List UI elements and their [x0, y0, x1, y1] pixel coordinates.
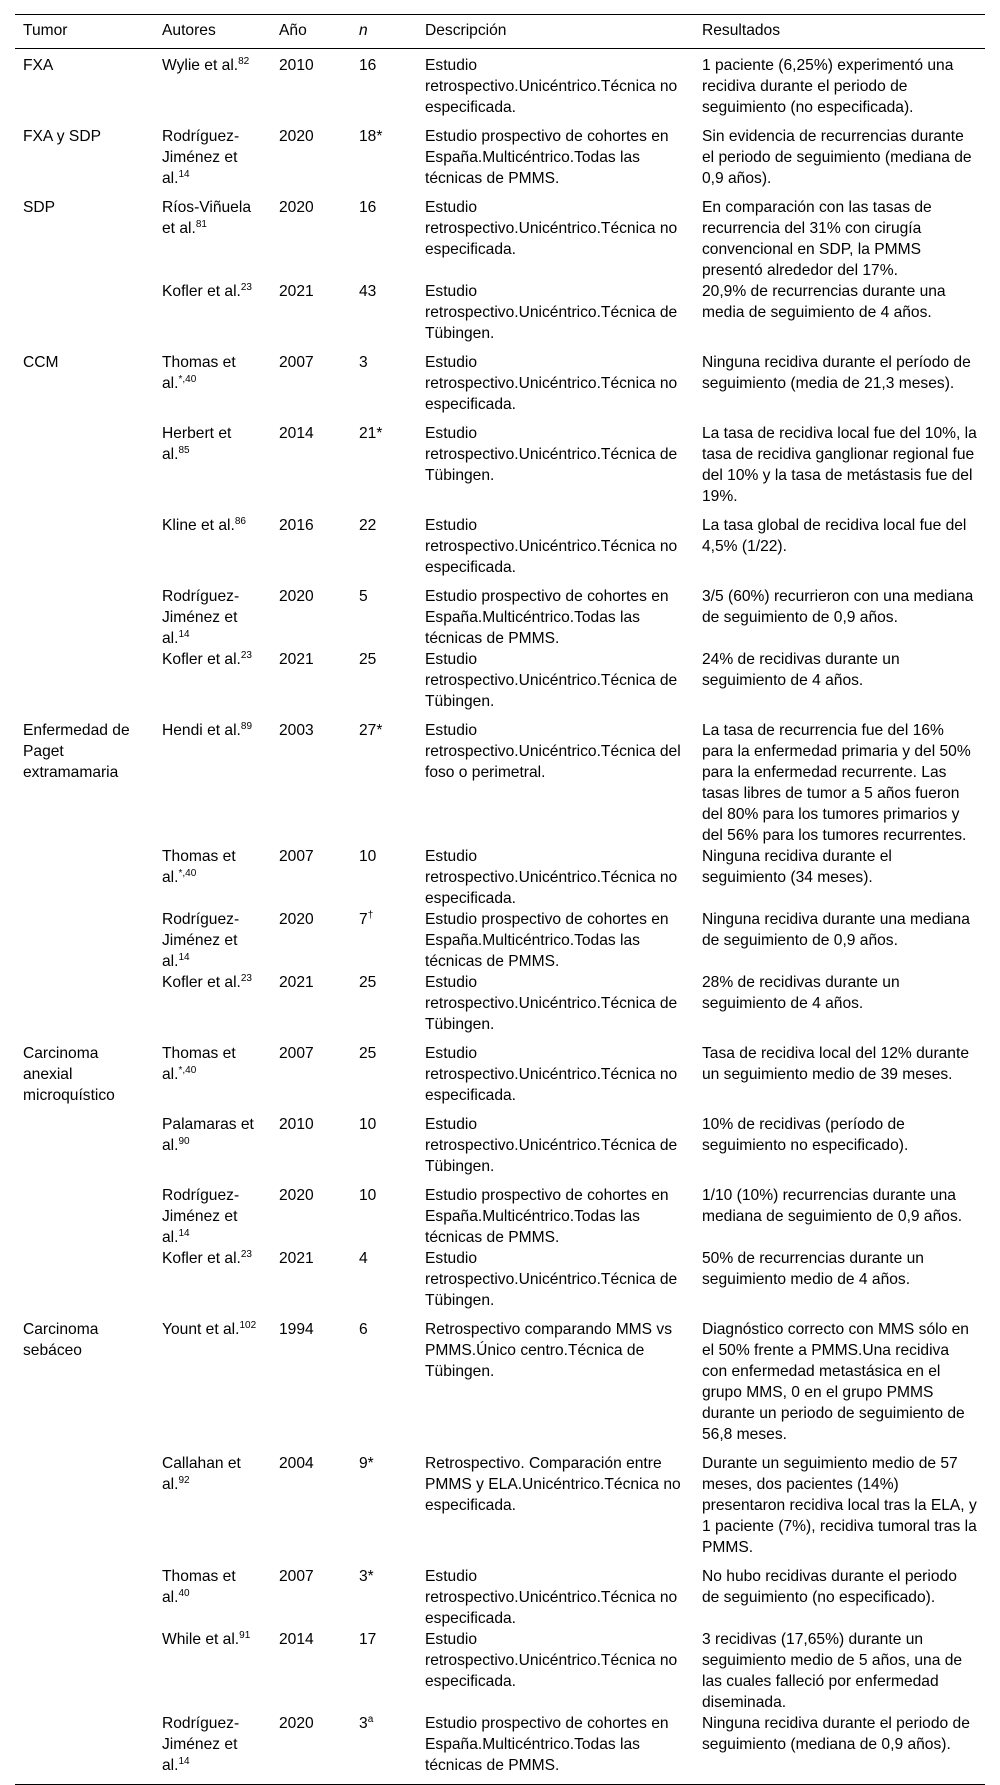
author-name: Palamaras et al. — [162, 1116, 254, 1154]
cell-resultados: 50% de recurrencias durante un seguimiento medio de 4 años. — [702, 1250, 924, 1288]
reference-superscript: *,40 — [178, 868, 197, 879]
n-value: 9* — [359, 1455, 374, 1472]
author-name: Kofler et al. — [162, 651, 241, 668]
reference-superscript: 14 — [178, 1756, 190, 1767]
cell-tumor: Enfermedad de Paget extramamaria — [23, 722, 130, 781]
cell-n — [351, 507, 417, 578]
cell-resultados: Ninguna recidiva durante el periodo de seguimiento (mediana de 0,9 años). — [702, 1715, 970, 1753]
cell-resultados: La tasa global de recidiva local fue del 4,5% (1/22). — [702, 517, 967, 555]
n-value: 25 — [359, 1045, 377, 1062]
cell-autores — [154, 972, 271, 1035]
table-row — [15, 49, 985, 119]
cell-resultados: 20,9% de recurrencias durante una media de seguimiento de 4 años. — [702, 283, 946, 321]
cell-anio: 2021 — [279, 651, 314, 668]
n-value: 10 — [359, 1116, 377, 1133]
reference-superscript: 90 — [178, 1136, 190, 1147]
cell-tumor — [15, 1558, 154, 1629]
cell-resultados: En comparación con las tasas de recurrencia del 31% con cirugía convencional en SDP, la PMMS presentó alrededor del 17%. — [702, 199, 932, 279]
reference-superscript: 14 — [178, 1228, 190, 1239]
cell-descripcion: Estudio prospectivo de cohortes en España.Multicéntrico.Todas las técnicas de PMMS. — [425, 1715, 669, 1774]
cell-autores — [154, 1311, 271, 1445]
results-table — [15, 14, 985, 1785]
cell-tumor — [15, 578, 154, 649]
cell-autores — [154, 1713, 271, 1785]
cell-n — [351, 1106, 417, 1177]
reference-superscript: 91 — [239, 1630, 251, 1641]
cell-autores — [154, 1035, 271, 1106]
cell-autores — [154, 846, 271, 909]
n-value: 17 — [359, 1631, 377, 1648]
cell-resultados: Tasa de recidiva local del 12% durante un seguimiento medio de 39 meses. — [702, 1045, 969, 1083]
author-name: Rodríguez-Jiménez et al. — [162, 1715, 240, 1774]
cell-n — [351, 1177, 417, 1248]
cell-descripcion: Estudio retrospectivo.Unicéntrico.Técnica de Tübingen. — [425, 283, 678, 342]
reference-superscript: 85 — [178, 445, 190, 456]
n-value: 21* — [359, 425, 383, 442]
cell-descripcion: Retrospectivo. Comparación entre PMMS y ELA.Unicéntrico.Técnica no especificada. — [425, 1455, 681, 1514]
reference-superscript: 23 — [240, 650, 252, 661]
cell-n — [351, 415, 417, 507]
author-name: Kline et al. — [162, 517, 235, 534]
cell-tumor — [15, 1629, 154, 1713]
header-anio: Año — [279, 22, 307, 39]
author-name: While et al. — [162, 1631, 240, 1648]
cell-tumor: SDP — [23, 199, 56, 216]
cell-anio: 2020 — [279, 911, 314, 928]
author-name: Wylie et al. — [162, 57, 239, 74]
cell-descripcion: Estudio retrospectivo.Unicéntrico.Técnica de Tübingen. — [425, 974, 678, 1033]
author-name: Rodríguez-Jiménez et al. — [162, 128, 240, 187]
author-name: Yount et al. — [162, 1321, 240, 1338]
header-n: n — [359, 22, 368, 39]
cell-descripcion: Estudio prospectivo de cohortes en España.Multicéntrico.Todas las técnicas de PMMS. — [425, 588, 669, 647]
cell-anio: 2007 — [279, 1045, 314, 1062]
n-value: 3 — [359, 1715, 368, 1732]
cell-descripcion: Estudio retrospectivo.Unicéntrico.Técnica de Tübingen. — [425, 1250, 678, 1309]
cell-autores — [154, 1445, 271, 1558]
table-row — [15, 189, 985, 281]
table-row — [15, 1445, 985, 1558]
reference-superscript: 102 — [239, 1320, 257, 1331]
reference-superscript: 40 — [178, 1588, 190, 1599]
table-row — [15, 1177, 985, 1248]
cell-anio: 2021 — [279, 283, 314, 300]
cell-descripcion: Retrospectivo comparando MMS vs PMMS.Único centro.Técnica de Tübingen. — [425, 1321, 672, 1380]
cell-anio: 2020 — [279, 128, 314, 145]
cell-n — [351, 1558, 417, 1629]
cell-resultados: 1/10 (10%) recurrencias durante una mediana de seguimiento de 0,9 años. — [702, 1187, 963, 1225]
cell-resultados: Ninguna recidiva durante el período de seguimiento (media de 21,3 meses). — [702, 354, 971, 392]
cell-autores — [154, 1629, 271, 1713]
table-row — [15, 1713, 985, 1785]
cell-n — [351, 578, 417, 649]
cell-descripcion: Estudio retrospectivo.Unicéntrico.Técnica no especificada. — [425, 1631, 678, 1690]
author-name: Kofler et al. — [162, 1250, 241, 1267]
header-autores: Autores — [162, 22, 216, 39]
cell-tumor — [15, 507, 154, 578]
cell-n — [351, 972, 417, 1035]
cell-n — [351, 49, 417, 119]
cell-resultados: Ninguna recidiva durante el seguimiento (34 meses). — [702, 848, 892, 886]
table-row — [15, 344, 985, 415]
table-row — [15, 909, 985, 972]
cell-autores — [154, 189, 271, 281]
cell-tumor — [15, 1713, 154, 1785]
cell-autores — [154, 281, 271, 344]
cell-descripcion: Estudio retrospectivo.Unicéntrico.Técnica no especificada. — [425, 848, 678, 907]
cell-tumor — [15, 281, 154, 344]
cell-anio: 2020 — [279, 1187, 314, 1204]
cell-descripcion: Estudio retrospectivo.Unicéntrico.Técnica no especificada. — [425, 354, 678, 413]
author-name: Thomas et al. — [162, 354, 236, 392]
cell-autores — [154, 1558, 271, 1629]
cell-descripcion: Estudio retrospectivo.Unicéntrico.Técnica de Tübingen. — [425, 1116, 678, 1175]
cell-n — [351, 281, 417, 344]
cell-autores — [154, 344, 271, 415]
cell-n — [351, 1311, 417, 1445]
n-footnote-mark: † — [367, 910, 374, 921]
cell-n — [351, 909, 417, 972]
table-row — [15, 1106, 985, 1177]
author-name: Ríos-Viñuela et al. — [162, 199, 251, 237]
cell-anio: 2021 — [279, 1250, 314, 1267]
reference-superscript: 92 — [178, 1475, 190, 1486]
cell-anio: 2003 — [279, 722, 314, 739]
table-row — [15, 649, 985, 712]
cell-autores — [154, 1248, 271, 1311]
reference-superscript: *,40 — [178, 374, 197, 385]
n-value: 25 — [359, 651, 377, 668]
author-name: Kofler et al. — [162, 283, 241, 300]
reference-superscript: 23 — [240, 282, 252, 293]
table-row — [15, 281, 985, 344]
table-row — [15, 1035, 985, 1106]
cell-n — [351, 344, 417, 415]
cell-descripcion: Estudio retrospectivo.Unicéntrico.Técnica de Tübingen. — [425, 425, 678, 484]
n-value: 3 — [359, 354, 368, 371]
reference-superscript: 14 — [178, 952, 190, 963]
cell-tumor — [15, 909, 154, 972]
n-value: 10 — [359, 1187, 377, 1204]
reference-superscript: 14 — [178, 169, 190, 180]
reference-superscript: 86 — [234, 516, 246, 527]
table-row — [15, 846, 985, 909]
cell-n — [351, 118, 417, 189]
cell-tumor: FXA y SDP — [23, 128, 101, 145]
n-footnote-mark: a — [367, 1714, 374, 1725]
reference-superscript: 23 — [240, 973, 252, 984]
cell-resultados: 3/5 (60%) recurrieron con una mediana de seguimiento de 0,9 años. — [702, 588, 974, 626]
cell-anio: 2014 — [279, 425, 314, 442]
cell-anio: 1994 — [279, 1321, 314, 1338]
reference-superscript: 89 — [240, 721, 253, 732]
cell-descripcion: Estudio prospectivo de cohortes en España.Multicéntrico.Todas las técnicas de PMMS. — [425, 1187, 669, 1246]
cell-n — [351, 189, 417, 281]
cell-autores — [154, 578, 271, 649]
cell-tumor — [15, 846, 154, 909]
cell-autores — [154, 118, 271, 189]
cell-tumor — [15, 972, 154, 1035]
reference-superscript: *,40 — [178, 1065, 197, 1076]
cell-anio: 2020 — [279, 1715, 314, 1732]
author-name: Thomas et al. — [162, 1045, 236, 1083]
author-name: Thomas et al. — [162, 848, 236, 886]
header-row — [15, 15, 985, 49]
table-row — [15, 1248, 985, 1311]
table-header — [15, 15, 985, 49]
cell-autores — [154, 712, 271, 846]
n-value: 22 — [359, 517, 377, 534]
author-name: Rodríguez-Jiménez et al. — [162, 911, 240, 970]
cell-resultados: 3 recidivas (17,65%) durante un seguimiento medio de 5 años, una de las cuales falleció por enfermedad diseminada. — [702, 1631, 963, 1711]
reference-superscript: 82 — [238, 56, 250, 67]
table-row — [15, 118, 985, 189]
cell-tumor — [15, 1248, 154, 1311]
cell-descripcion: Estudio retrospectivo.Unicéntrico.Técnica no especificada. — [425, 517, 678, 576]
cell-anio: 2020 — [279, 588, 314, 605]
cell-anio: 2010 — [279, 1116, 314, 1133]
cell-resultados: Ninguna recidiva durante una mediana de seguimiento de 0,9 años. — [702, 911, 970, 949]
author-name: Rodríguez-Jiménez et al. — [162, 588, 240, 647]
cell-anio: 2007 — [279, 354, 314, 371]
cell-resultados: 28% de recidivas durante un seguimiento de 4 años. — [702, 974, 900, 1012]
n-value: 10 — [359, 848, 377, 865]
author-name: Hendi et al. — [162, 722, 241, 739]
cell-descripcion: Estudio retrospectivo.Unicéntrico.Técnica no especificada. — [425, 199, 678, 258]
author-name: Thomas et al. — [162, 1568, 236, 1606]
cell-descripcion: Estudio prospectivo de cohortes en España.Multicéntrico.Todas las técnicas de PMMS. — [425, 128, 669, 187]
cell-anio: 2004 — [279, 1455, 314, 1472]
n-value: 7 — [359, 911, 368, 928]
cell-tumor — [15, 415, 154, 507]
cell-n — [351, 1248, 417, 1311]
cell-autores — [154, 1106, 271, 1177]
cell-resultados: No hubo recidivas durante el periodo de seguimiento (no especificado). — [702, 1568, 957, 1606]
cell-n — [351, 1629, 417, 1713]
cell-anio: 2007 — [279, 848, 314, 865]
n-value: 5 — [359, 588, 368, 605]
table-row — [15, 972, 985, 1035]
cell-autores — [154, 909, 271, 972]
cell-descripcion: Estudio retrospectivo.Unicéntrico.Técnica no especificada. — [425, 57, 678, 116]
n-value: 25 — [359, 974, 377, 991]
author-name: Herbert et al. — [162, 425, 232, 463]
cell-tumor — [15, 1106, 154, 1177]
table-row — [15, 1629, 985, 1713]
cell-tumor — [15, 1177, 154, 1248]
cell-autores — [154, 49, 271, 119]
results-table-container — [15, 14, 985, 1785]
reference-superscript: 14 — [178, 629, 190, 640]
cell-anio: 2010 — [279, 57, 314, 74]
cell-anio: 2014 — [279, 1631, 314, 1648]
table-row — [15, 578, 985, 649]
cell-tumor: CCM — [23, 354, 59, 371]
n-value: 4 — [359, 1250, 368, 1267]
cell-anio: 2020 — [279, 199, 314, 216]
cell-resultados: La tasa de recidiva local fue del 10%, la tasa de recidiva ganglionar regional fue del 10% y la tasa de metástasis fue del 19%. — [702, 425, 977, 505]
cell-n — [351, 649, 417, 712]
cell-n — [351, 1713, 417, 1785]
cell-resultados: Diagnóstico correcto con MMS sólo en el 50% frente a PMMS.Una recidiva con enfermedad metastásica en el grupo MMS, 0 en el grupo PMMS durante un periodo de seguimiento de 56,8 meses. — [702, 1321, 969, 1443]
n-value: 3* — [359, 1568, 374, 1585]
n-value: 6 — [359, 1321, 368, 1338]
header-resultados: Resultados — [702, 22, 781, 39]
cell-tumor — [15, 1445, 154, 1558]
cell-descripcion: Estudio retrospectivo.Unicéntrico.Técnica del foso o perimetral. — [425, 722, 681, 781]
cell-anio: 2021 — [279, 974, 314, 991]
cell-descripcion: Estudio retrospectivo.Unicéntrico.Técnica no especificada. — [425, 1568, 678, 1627]
cell-n — [351, 1035, 417, 1106]
cell-autores — [154, 1177, 271, 1248]
cell-tumor: FXA — [23, 57, 54, 74]
n-value: 18* — [359, 128, 383, 145]
cell-resultados: La tasa de recurrencia fue del 16% para la enfermedad primaria y del 50% para la enfermedad recurrente. Las tasas libres de tumor a 5 años fueron del 80% para los tumores primarios y del 56% para los tumores recurrentes. — [702, 722, 971, 844]
table-row — [15, 507, 985, 578]
header-tumor: Tumor — [23, 22, 68, 39]
table-body — [15, 49, 985, 1785]
cell-anio: 2016 — [279, 517, 314, 534]
cell-anio: 2007 — [279, 1568, 314, 1585]
author-name: Callahan et al. — [162, 1455, 241, 1493]
cell-tumor: Carcinoma sebáceo — [23, 1321, 99, 1359]
cell-descripcion: Estudio prospectivo de cohortes en España.Multicéntrico.Todas las técnicas de PMMS. — [425, 911, 669, 970]
cell-resultados: 10% de recidivas (período de seguimiento no especificado). — [702, 1116, 909, 1154]
cell-descripcion: Estudio retrospectivo.Unicéntrico.Técnica de Tübingen. — [425, 651, 678, 710]
cell-tumor — [15, 649, 154, 712]
n-value: 16 — [359, 199, 377, 216]
cell-autores — [154, 649, 271, 712]
cell-n — [351, 712, 417, 846]
cell-resultados: Sin evidencia de recurrencias durante el periodo de seguimiento (mediana de 0,9 años). — [702, 128, 972, 187]
cell-autores — [154, 507, 271, 578]
n-value: 27* — [359, 722, 383, 739]
author-name: Rodríguez-Jiménez et al. — [162, 1187, 240, 1246]
table-row — [15, 415, 985, 507]
cell-autores — [154, 415, 271, 507]
cell-resultados: 1 paciente (6,25%) experimentó una recidiva durante el periodo de seguimiento (no especificada). — [702, 57, 954, 116]
cell-resultados: 24% de recidivas durante un seguimiento de 4 años. — [702, 651, 900, 689]
cell-n — [351, 1445, 417, 1558]
cell-n — [351, 846, 417, 909]
header-descripcion: Descripción — [425, 22, 507, 39]
cell-tumor: Carcinoma anexial microquístico — [23, 1045, 115, 1104]
table-row — [15, 1558, 985, 1629]
cell-resultados: Durante un seguimiento medio de 57 meses, dos pacientes (14%) presentaron recidiva local tras la ELA, y 1 paciente (7%), recidiva tumoral tras la PMMS. — [702, 1455, 977, 1556]
reference-superscript: 81 — [195, 219, 207, 230]
cell-descripcion: Estudio retrospectivo.Unicéntrico.Técnica no especificada. — [425, 1045, 678, 1104]
table-row — [15, 712, 985, 846]
table-row — [15, 1311, 985, 1445]
n-value: 43 — [359, 283, 377, 300]
reference-superscript: 23 — [240, 1249, 252, 1260]
n-value: 16 — [359, 57, 377, 74]
author-name: Kofler et al. — [162, 974, 241, 991]
